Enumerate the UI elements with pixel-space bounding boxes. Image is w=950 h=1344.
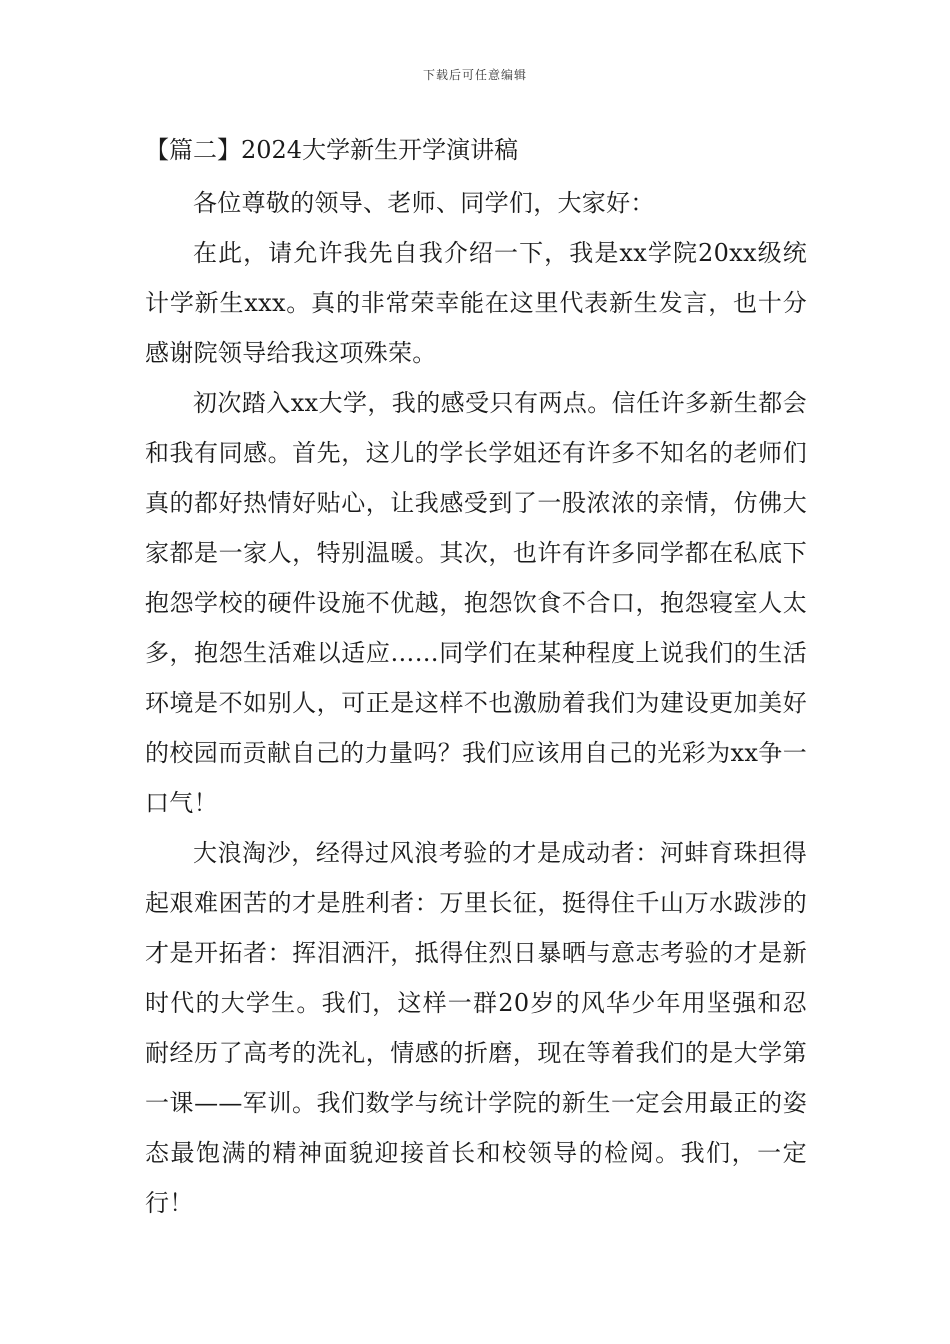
paragraph-greeting: 各位尊敬的领导、老师、同学们，大家好： — [193, 189, 655, 217]
document-body — [145, 130, 807, 1228]
paragraph-first-impressions: 初次踏入xx大学，我的感受只有两点。信任许多新生都会和我有同感。首先，这儿的学长学姐还有许多不知名的老师们真的都好热情好贴心，让我感受到了一股浓浓的亲情，仿佛大家都是一家人，特别温暖。其次，也许有许多同学都在私底下抱怨学校的硬件设施不优越，抱怨饮食不合口，抱怨寝室人太多，抱怨生活难以适应……同学们在某种程度上说我们的生活环境是不如别人，可正是这样不也激励着我们为建设更加美好的校园而贡献自己的力量吗？我们应该用自己的光彩为xx争一口气！ — [145, 389, 807, 817]
paragraph-military-training: 大浪淘沙，经得过风浪考验的才是成动者：河蚌育珠担得起艰难困苦的才是胜利者：万里长征，挺得住千山万水跋涉的才是开拓者：挥泪洒汗，抵得住烈日暴晒与意志考验的才是新时代的大学生。我们，这样一群20岁的风华少年用坚强和忍耐经历了高考的洗礼，情感的折磨，现在等着我们的是大学第一课——军训。我们数学与统计学院的新生一定会用最正的姿态最饱满的精神面貌迎接首长和校领导的检阅。我们，一定行！ — [145, 839, 807, 1217]
page-header-note: 下载后可任意编辑 — [422, 68, 527, 82]
paragraph-introduction: 在此，请允许我先自我介绍一下，我是xx学院20xx级统计学新生xxx。真的非常荣幸能在这里代表新生发言，也十分感谢院领导给我这项殊荣。 — [145, 239, 807, 367]
document-title: 【篇二】2024大学新生开学演讲稿 — [145, 136, 519, 164]
